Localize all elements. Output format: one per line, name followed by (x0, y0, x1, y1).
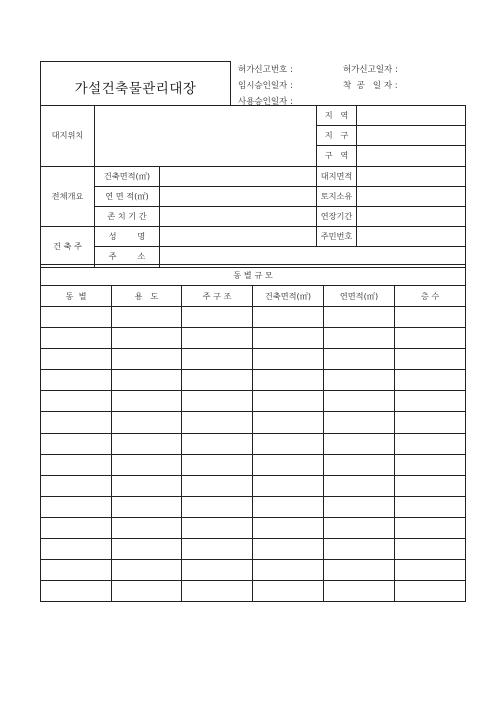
extension-value[interactable] (357, 206, 466, 226)
title-box (40, 61, 231, 106)
building-scale-heading: 동 별 규 모 (41, 265, 466, 286)
table-cell[interactable] (182, 496, 253, 517)
table-cell[interactable] (324, 496, 395, 517)
table-cell[interactable] (253, 328, 324, 349)
table-cell[interactable] (112, 328, 182, 349)
site-location-value[interactable] (95, 106, 317, 167)
table-cell[interactable] (253, 433, 324, 454)
table-row (41, 496, 466, 517)
table-cell[interactable] (395, 370, 466, 391)
table-cell[interactable] (395, 412, 466, 433)
table-cell[interactable] (324, 475, 395, 496)
duration-label: 존 치 기 간 (95, 206, 160, 226)
temp-approval-date-label: 임시승인일자 : (238, 81, 293, 91)
table-cell[interactable] (182, 412, 253, 433)
table-cell[interactable] (182, 433, 253, 454)
table-cell[interactable] (182, 560, 253, 581)
table-cell[interactable] (324, 539, 395, 560)
construction-start-label: 착 공 일 자 : (343, 81, 398, 91)
floor-area-value[interactable] (160, 186, 317, 206)
resident-number-label: 주민번호 (317, 227, 357, 247)
table-cell[interactable] (253, 517, 324, 538)
table-cell[interactable] (112, 496, 182, 517)
table-cell[interactable] (41, 454, 112, 475)
table-cell[interactable] (395, 496, 466, 517)
table-cell[interactable] (324, 560, 395, 581)
table-cell[interactable] (112, 349, 182, 370)
table-cell[interactable] (324, 412, 395, 433)
table-row (41, 560, 466, 581)
table-cell[interactable] (112, 454, 182, 475)
owner-name-label: 성 명 (95, 227, 160, 247)
permit-number-label: 허가신고번호 : (238, 65, 293, 75)
table-cell[interactable] (253, 539, 324, 560)
info-table (40, 105, 466, 268)
table-cell[interactable] (112, 581, 182, 602)
overview-label: 전체개요 (41, 166, 95, 227)
site-location-label: 대지위치 (41, 106, 95, 167)
table-cell[interactable] (112, 475, 182, 496)
site-area-label: 대지면적 (317, 166, 357, 186)
table-cell[interactable] (253, 307, 324, 328)
table-cell[interactable] (182, 349, 253, 370)
table-cell[interactable] (324, 307, 395, 328)
table-cell[interactable] (324, 433, 395, 454)
column-header: 동 별 (41, 286, 112, 307)
table-row (41, 539, 466, 560)
table-row (41, 412, 466, 433)
table-cell[interactable] (253, 391, 324, 412)
column-header: 층 수 (395, 286, 466, 307)
table-cell[interactable] (182, 581, 253, 602)
table-row (41, 581, 466, 602)
floor-area-label: 연 면 적(㎡) (95, 186, 160, 206)
table-cell[interactable] (395, 517, 466, 538)
table-cell[interactable] (395, 349, 466, 370)
table-cell[interactable] (182, 475, 253, 496)
land-owner-label: 토지소유 (317, 186, 357, 206)
table-cell[interactable] (395, 454, 466, 475)
table-cell[interactable] (395, 475, 466, 496)
table-cell[interactable] (324, 454, 395, 475)
table-cell[interactable] (41, 517, 112, 538)
table-cell[interactable] (395, 581, 466, 602)
owner-label: 건 축 주 (41, 227, 95, 267)
table-row (41, 307, 466, 328)
table-cell[interactable] (395, 539, 466, 560)
table-cell[interactable] (41, 412, 112, 433)
table-cell[interactable] (41, 560, 112, 581)
table-row (41, 454, 466, 475)
table-cell[interactable] (182, 307, 253, 328)
table-cell[interactable] (41, 496, 112, 517)
table-cell[interactable] (324, 517, 395, 538)
table-cell[interactable] (253, 581, 324, 602)
table-cell[interactable] (253, 560, 324, 581)
document-title: 가설건축물관리대장 (74, 81, 197, 97)
table-row (41, 475, 466, 496)
table-cell[interactable] (324, 391, 395, 412)
region-label: 지 역 (317, 106, 357, 126)
table-cell[interactable] (253, 412, 324, 433)
table-cell[interactable] (41, 581, 112, 602)
table-cell[interactable] (41, 433, 112, 454)
owner-address-label: 주 소 (95, 247, 160, 267)
table-cell[interactable] (395, 307, 466, 328)
column-header-row (41, 286, 466, 307)
table-cell[interactable] (182, 328, 253, 349)
district-label: 지 구 (317, 126, 357, 146)
table-cell[interactable] (324, 370, 395, 391)
table-cell[interactable] (41, 349, 112, 370)
table-row (41, 370, 466, 391)
table-cell[interactable] (182, 391, 253, 412)
table-cell[interactable] (41, 307, 112, 328)
table-row (41, 391, 466, 412)
table-cell[interactable] (41, 328, 112, 349)
building-scale-table (40, 264, 466, 602)
table-cell[interactable] (324, 349, 395, 370)
region-value[interactable] (357, 106, 466, 126)
table-row (41, 433, 466, 454)
table-cell[interactable] (112, 517, 182, 538)
table-cell[interactable] (112, 433, 182, 454)
table-cell[interactable] (182, 539, 253, 560)
resident-number-value[interactable] (357, 227, 466, 247)
table-cell[interactable] (182, 370, 253, 391)
table-cell[interactable] (182, 454, 253, 475)
table-row (41, 349, 466, 370)
column-header: 건축면적(㎡) (253, 286, 324, 307)
table-cell[interactable] (395, 391, 466, 412)
table-cell[interactable] (182, 517, 253, 538)
table-cell[interactable] (112, 391, 182, 412)
table-cell[interactable] (112, 412, 182, 433)
column-header: 용 도 (112, 286, 182, 307)
table-cell[interactable] (395, 433, 466, 454)
table-cell[interactable] (41, 539, 112, 560)
district-value[interactable] (357, 126, 466, 146)
zone-value[interactable] (357, 146, 466, 166)
table-cell[interactable] (112, 539, 182, 560)
table-cell[interactable] (253, 496, 324, 517)
building-area-value[interactable] (160, 166, 317, 186)
table-cell[interactable] (41, 391, 112, 412)
column-header: 주 구 조 (182, 286, 253, 307)
table-cell[interactable] (112, 560, 182, 581)
table-cell[interactable] (253, 370, 324, 391)
column-header: 연면적(㎡) (324, 286, 395, 307)
land-owner-value[interactable] (357, 186, 466, 206)
extension-label: 연장기간 (317, 206, 357, 226)
use-approval-date-label: 사용승인일자 : (238, 97, 293, 107)
table-cell[interactable] (112, 370, 182, 391)
table-cell[interactable] (324, 328, 395, 349)
permit-date-label: 허가신고일자 : (343, 65, 398, 75)
table-cell[interactable] (253, 349, 324, 370)
table-cell[interactable] (395, 328, 466, 349)
table-row (41, 328, 466, 349)
owner-name-value[interactable] (160, 227, 317, 247)
table-cell[interactable] (395, 560, 466, 581)
building-area-label: 건축면적(㎡) (95, 166, 160, 186)
table-cell[interactable] (324, 581, 395, 602)
table-cell[interactable] (41, 475, 112, 496)
table-cell[interactable] (253, 475, 324, 496)
zone-label: 구 역 (317, 146, 357, 166)
site-area-value[interactable] (357, 166, 466, 186)
table-cell[interactable] (41, 370, 112, 391)
table-cell[interactable] (253, 454, 324, 475)
duration-value[interactable] (160, 206, 317, 226)
table-row (41, 517, 466, 538)
table-cell[interactable] (112, 307, 182, 328)
